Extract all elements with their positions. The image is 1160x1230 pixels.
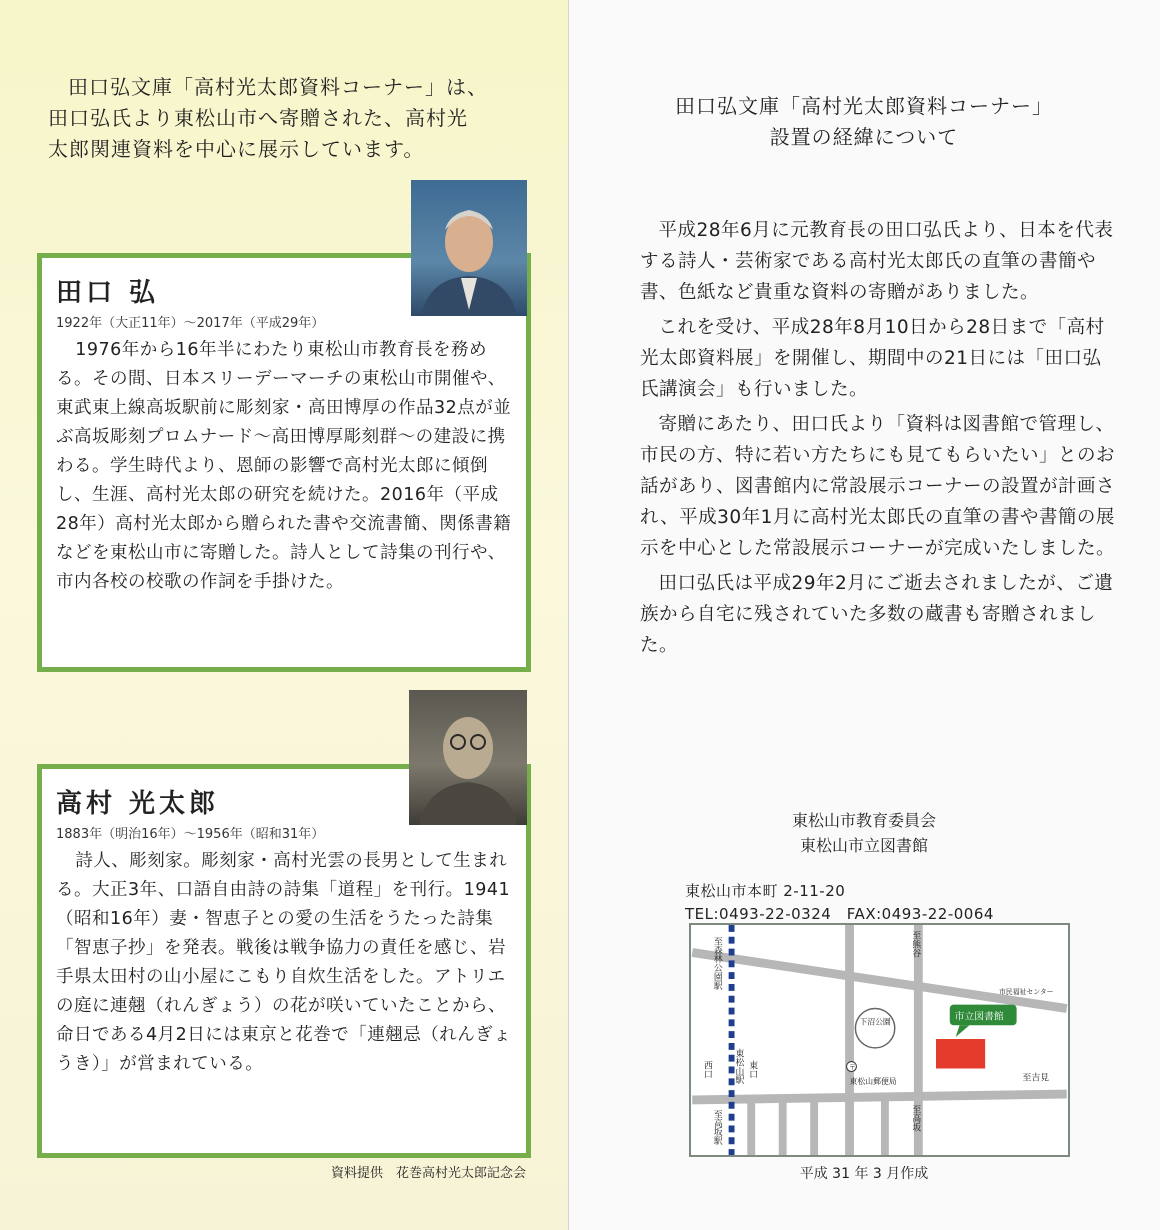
history-paragraph: 田口弘氏は平成29年2月にご逝去されましたが、ご遺族から自宅に残されていた多数の蔵書も寄贈されました。: [640, 573, 1114, 656]
history-title-line: 設置の経緯について: [769, 125, 959, 149]
bio-text: 詩人、彫刻家。彫刻家・高村光雲の長男として生まれる。大正3年、口語自由詩の詩集「道程」を刊行。1941（昭和16年）妻・智恵子との愛の生活をうたった詩集「智恵子抄」を発表。戦後は戦争協力の責任を感じ、岩手県太田村の山小屋にこもり自炊生活をした。アトリエの庭に連翹（れんぎょう）の花が咲いていたことから、命日である4月2日には東京と花巻で「連翹忌（れんぎょうき）」が営まれている。: [56, 851, 512, 1074]
map-label-south: 至高坂: [911, 1104, 922, 1132]
profile-name: 高村 光太郎: [56, 789, 220, 819]
org-library: 東松山市立図書館: [799, 836, 928, 855]
left-panel: [0, 0, 568, 1230]
profile-dates: 1922年（大正11年）～2017年（平成29年）: [56, 316, 325, 331]
portrait-illustration: [411, 180, 527, 316]
road: [692, 1094, 1066, 1100]
map-label-north: 至熊谷: [911, 930, 922, 958]
intro-text: [48, 72, 538, 165]
creation-date: 平成 31 年 3 月作成: [799, 1166, 929, 1182]
map-label-rail-bottom: 至高坂駅: [712, 1109, 723, 1146]
address-block: [685, 880, 994, 926]
map-label-library: 市立図書館: [954, 1011, 1004, 1023]
road: [692, 953, 1066, 1009]
map-label-west-exit: 西口: [702, 1060, 713, 1079]
map-svg: [691, 925, 1068, 1155]
svg-text:〒: 〒: [849, 1064, 856, 1072]
library-marker: [936, 1039, 985, 1068]
profile-dates: 1883年（明治16年）～1956年（昭和31年）: [56, 827, 325, 842]
map-label-east-exit: 東口: [748, 1060, 759, 1079]
photo-credit: 資料提供 花巻高村光太郎記念会: [330, 1166, 526, 1181]
history-title: [568, 91, 1160, 153]
access-map: [689, 923, 1070, 1157]
portrait-illustration: [409, 690, 527, 825]
map-label-east: 至吉見: [1022, 1072, 1050, 1083]
park-marker: [855, 1009, 894, 1048]
history-paragraph: 平成28年6月に元教育長の田口弘氏より、日本を代表する詩人・芸術家である高村光太郎氏の直筆の書簡や書、色紙など貴重な資料の寄贈がありました。: [640, 220, 1114, 303]
history-title-line: 田口弘文庫「高村光太郎資料コーナー」: [675, 94, 1053, 118]
portrait-photo-taguchi: [411, 180, 527, 316]
history-body: [640, 215, 1115, 665]
map-label-station: 東松山駅: [734, 1048, 745, 1085]
history-paragraph: 寄贈にあたり、田口氏より「資料は図書館で管理し、市民の方、特に若い方たちにも見てもらいたい」とのお話があり、図書館内に常設展示コーナーの設置が計画され、平成30年1月に高村光太郎氏の直筆の書や書簡の展示を中心とした常設展示コーナーが完成いたしました。: [640, 414, 1116, 559]
profile-bio: [56, 336, 516, 597]
intro-line: 太郎関連資料を中心に展示しています。: [48, 137, 425, 161]
contact: TEL:0493-22-0324 FAX:0493-22-0064: [685, 905, 994, 923]
organization: [568, 808, 1160, 858]
bio-text: 1976年から16年半にわたり東松山市教育長を務める。その間、日本スリーデーマーチの東松山市開催や、東武東上線高坂駅前に彫刻家・高田博厚の作品32点が並ぶ高坂彫刻プロムナード～高田博厚彫刻群～の建設に携わる。学生時代より、恩師の影響で高村光太郎に傾倒し、生涯、高村光太郎の研究を続けた。2016年（平成28年）高村光太郎から贈られた書や交流書簡、関係書籍などを東松山市に寄贈した。詩人として詩集の刊行や、市内各校の校歌の作詞を手掛けた。: [56, 340, 512, 592]
map-label-park: 下沼公園: [859, 1017, 891, 1027]
org-board: 東松山市教育委員会: [791, 811, 936, 830]
map-label-rail-top: 至森林公園駅: [712, 936, 723, 990]
map-label-center: 市民福祉センター: [998, 988, 1054, 996]
intro-line: 田口弘氏より東松山市へ寄贈された、高村光: [48, 106, 468, 130]
profile-name: 田口 弘: [56, 278, 160, 308]
portrait-photo-takamura: [409, 690, 527, 825]
address: 東松山市本町 2-11-20: [685, 882, 846, 900]
profile-bio: [56, 847, 516, 1079]
map-label-post-office: 東松山郵便局: [849, 1077, 897, 1087]
history-paragraph: これを受け、平成28年8月10日から28日まで「高村光太郎資料展」を開催し、期間中の21日には「田口弘氏講演会」も行いました。: [640, 317, 1105, 400]
intro-line: 田口弘文庫「高村光太郎資料コーナー」は、: [68, 75, 488, 99]
